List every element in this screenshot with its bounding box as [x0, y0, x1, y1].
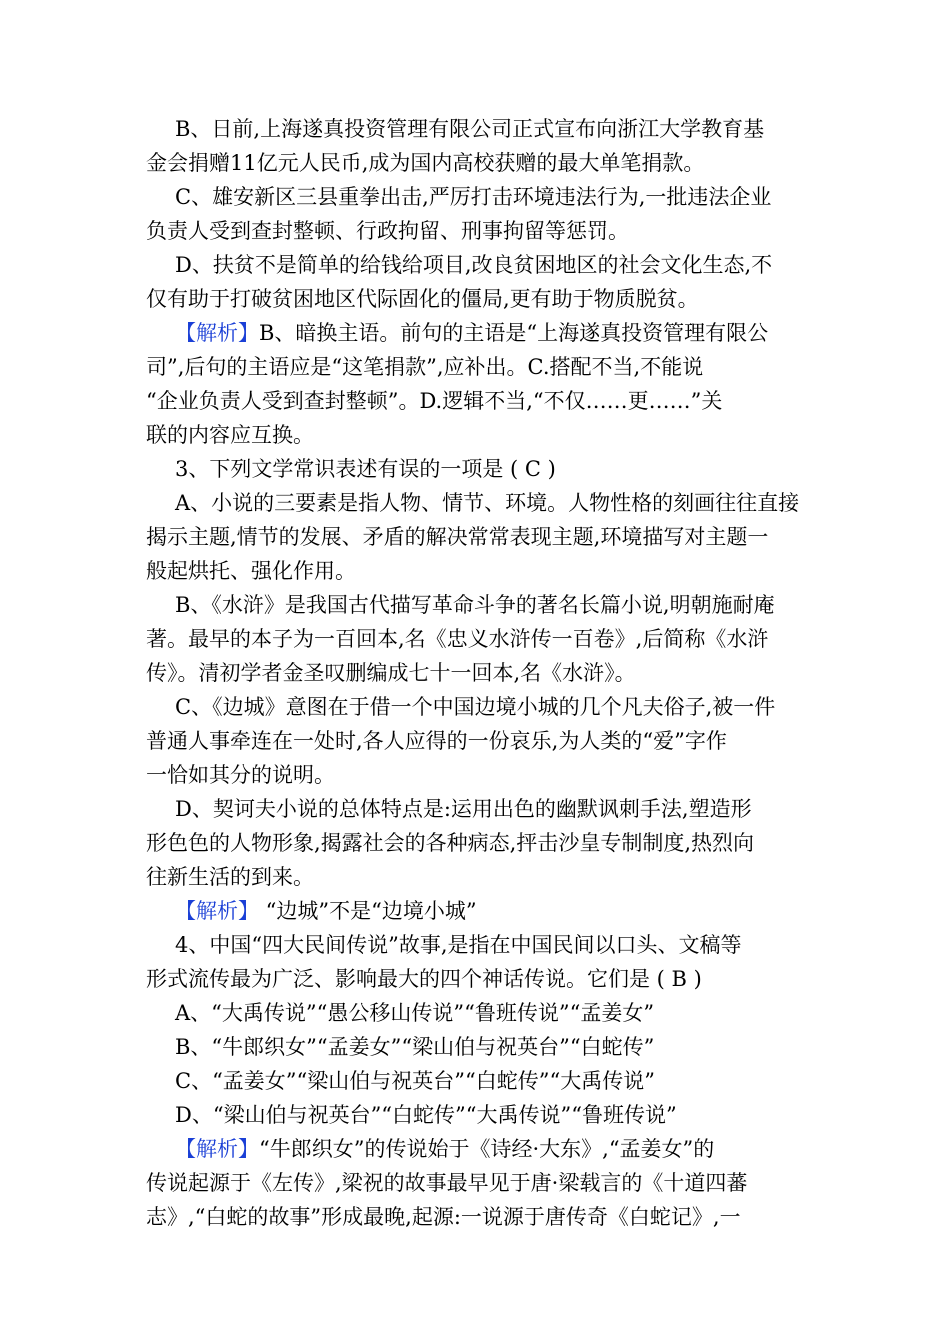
- line-text: 往新生活的到来。: [146, 865, 314, 889]
- text-line: [146, 214, 811, 248]
- line-text: 形式流传最为广泛、影响最大的四个神话传说。它们是 ( B ): [146, 967, 702, 991]
- text-line: [146, 282, 811, 316]
- text-line: [146, 316, 811, 350]
- line-text: 负责人受到查封整顿、行政拘留、刑事拘留等惩罚。: [146, 219, 629, 243]
- line-text: 金会捐赠11亿元人民币,成为国内高校获赠的最大单笔捐款。: [146, 151, 705, 175]
- text-line: [146, 894, 811, 928]
- text-line: [146, 588, 811, 622]
- line-text: 普通人事牵连在一处时,各人应得的一份哀乐,为人类的“爱”字作: [146, 729, 727, 753]
- text-line: [146, 826, 811, 860]
- line-text: 般起烘托、强化作用。: [146, 559, 356, 583]
- text-line: [146, 656, 811, 690]
- text-line: [146, 724, 811, 758]
- line-text: 传》。清初学者金圣叹删编成七十一回本,名《水浒》。: [146, 661, 636, 685]
- line-text: 志》,“白蛇的故事”形成最晚,起源:一说源于唐传奇《白蛇记》,一: [146, 1205, 741, 1229]
- line-text: D、扶贫不是简单的给钱给项目,改良贫困地区的社会文化生态,不: [175, 253, 773, 277]
- text-line: [146, 860, 811, 894]
- line-text: 著。最早的本子为一百回本,名《忠义水浒传一百卷》,后简称《水浒: [146, 627, 769, 651]
- text-line: [146, 690, 811, 724]
- analysis-tag: 【解析】: [175, 899, 259, 923]
- line-text: C、《边城》意图在于借一个中国边境小城的几个凡夫俗子,被一件: [175, 695, 776, 719]
- line-text: B、暗换主语。前句的主语是“上海遂真投资管理有限公: [259, 321, 769, 345]
- text-line: [146, 996, 811, 1030]
- text-line: [146, 486, 811, 520]
- text-line: [146, 384, 811, 418]
- text-line: [146, 1132, 811, 1166]
- line-text: 形色色的人物形象,揭露社会的各种病态,抨击沙皇专制制度,热烈向: [146, 831, 755, 855]
- text-line: [146, 792, 811, 826]
- document-body: [146, 112, 811, 1234]
- line-text: D、契诃夫小说的总体特点是:运用出色的幽默讽刺手法,塑造形: [175, 797, 752, 821]
- line-text: 司”,后句的主语应是“这笔捐款”,应补出。C.搭配不当,不能说: [146, 355, 704, 379]
- text-line: [146, 350, 811, 384]
- line-text: 联的内容应互换。: [146, 423, 314, 447]
- line-text: B、“牛郎织女”“孟姜女”“梁山伯与祝英台”“白蛇传”: [175, 1035, 655, 1059]
- text-line: [146, 180, 811, 214]
- line-text: 4、中国“四大民间传说”故事,是指在中国民间以口头、文稿等: [175, 933, 742, 957]
- text-line: [146, 1166, 811, 1200]
- line-text: A、小说的三要素是指人物、情节、环境。人物性格的刻画往往直接: [175, 491, 800, 515]
- text-line: [146, 146, 811, 180]
- text-line: [146, 962, 811, 996]
- text-line: [146, 1030, 811, 1064]
- line-text: 3、下列文学常识表述有误的一项是 ( C ): [175, 457, 556, 481]
- line-text: 揭示主题,情节的发展、矛盾的解决常常表现主题,环境描写对主题一: [146, 525, 769, 549]
- text-line: [146, 758, 811, 792]
- analysis-tag: 【解析】: [175, 321, 259, 345]
- line-text: “牛郎织女”的传说始于《诗经·大东》,“孟姜女”的: [259, 1137, 715, 1161]
- text-line: [146, 1098, 811, 1132]
- text-line: [146, 520, 811, 554]
- line-text: 传说起源于《左传》,梁祝的故事最早见于唐·梁载言的《十道四蕃: [146, 1171, 748, 1195]
- text-line: [146, 248, 811, 282]
- text-line: [146, 554, 811, 588]
- text-line: [146, 622, 811, 656]
- text-line: [146, 418, 811, 452]
- line-text: B、日前,上海遂真投资管理有限公司正式宣布向浙江大学教育基: [175, 117, 765, 141]
- line-text: D、“梁山伯与祝英台”“白蛇传”“大禹传说”“鲁班传说”: [175, 1103, 677, 1127]
- line-text: B、《水浒》是我国古代描写革命斗争的著名长篇小说,明朝施耐庵: [175, 593, 775, 617]
- line-text: “边城”不是“边境小城”: [259, 899, 477, 923]
- analysis-tag: 【解析】: [175, 1137, 259, 1161]
- line-text: 一恰如其分的说明。: [146, 763, 335, 787]
- text-line: [146, 452, 811, 486]
- line-text: “企业负责人受到查封整顿”。D.逻辑不当,“不仅……更……”关: [146, 389, 723, 413]
- text-line: [146, 928, 811, 962]
- text-line: [146, 1200, 811, 1234]
- line-text: C、“孟姜女”“梁山伯与祝英台”“白蛇传”“大禹传说”: [175, 1069, 655, 1093]
- line-text: A、“大禹传说”“愚公移山传说”“鲁班传说”“孟姜女”: [175, 1001, 655, 1025]
- text-line: [146, 112, 811, 146]
- line-text: C、雄安新区三县重拳出击,严厉打击环境违法行为,一批违法企业: [175, 185, 772, 209]
- text-line: [146, 1064, 811, 1098]
- line-text: 仅有助于打破贫困地区代际固化的僵局,更有助于物质脱贫。: [146, 287, 699, 311]
